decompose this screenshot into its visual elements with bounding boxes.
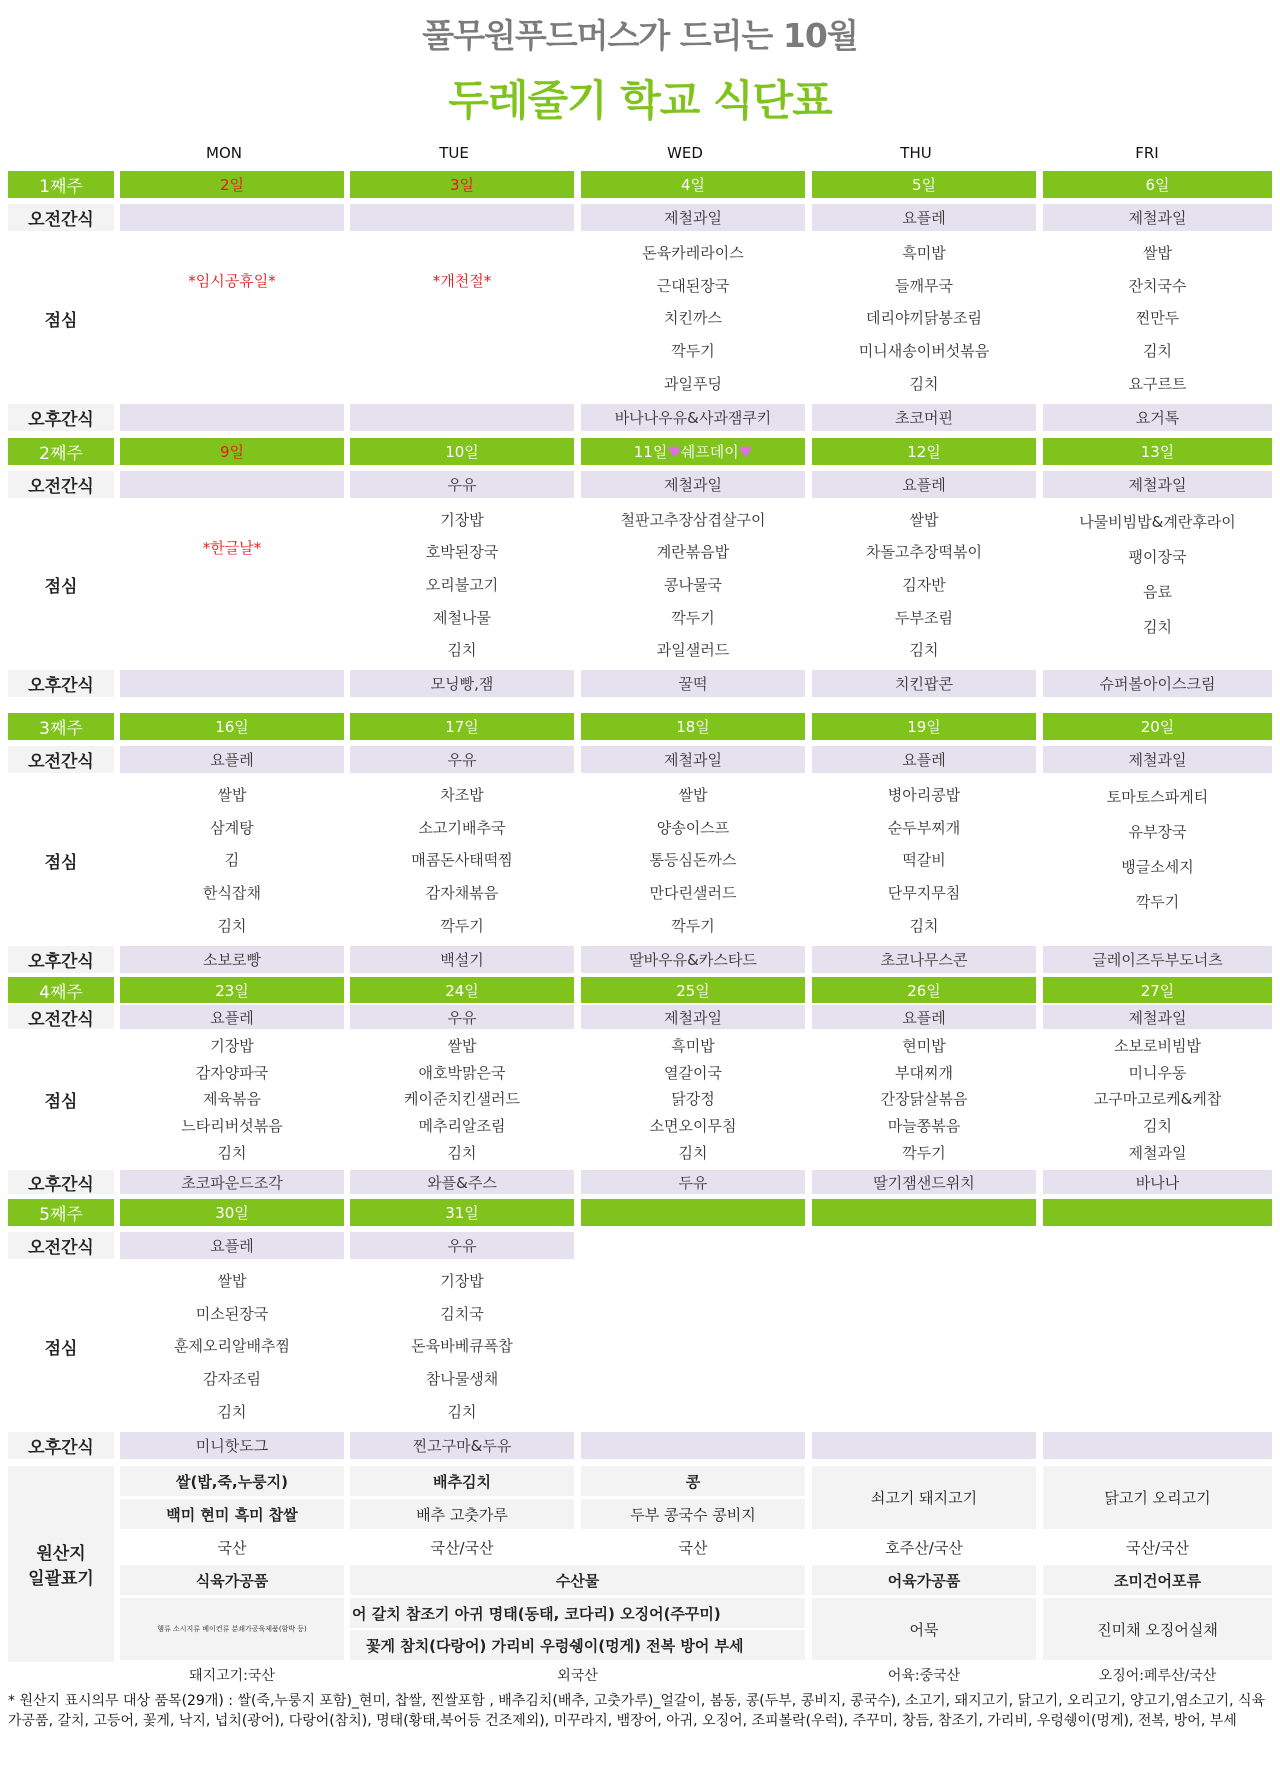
menu-item: 김치: [909, 375, 939, 394]
snack-cell: 바나나: [1043, 1170, 1272, 1194]
week-2-lunch-row: [8, 503, 1272, 666]
week-4-header-row: [8, 977, 1272, 1003]
origin-processed-meat-items: 햄류 소시지류 베이컨류 분쇄가공육제품(함박 등): [120, 1598, 344, 1660]
week-5-lunch-row: [8, 1264, 1272, 1428]
lunch-cell: [120, 1032, 344, 1166]
origin-rice-types: 백미 현미 흑미 찹쌀: [120, 1499, 344, 1529]
heart-icon: ♥: [738, 442, 753, 461]
snack-cell: 제철과일: [1043, 746, 1272, 773]
lunch-label: 점심: [44, 852, 78, 873]
menu-item: 통등심돈까스: [649, 851, 737, 870]
lunch-cell: [350, 778, 574, 942]
menu-item: 소고기배추국: [418, 818, 506, 837]
week-5-afternoon-snack-row: [8, 1432, 1272, 1459]
menu-item: 애호박맑은국: [418, 1063, 506, 1082]
lunch-cell: [120, 1264, 344, 1428]
week-3-lunch-row: [8, 778, 1272, 942]
origin-label-line: 일괄표기: [28, 1569, 94, 1589]
snack-cell: 요거톡: [1043, 404, 1272, 431]
snack-cell: 제철과일: [581, 746, 805, 773]
menu-item: 미니우동: [1128, 1063, 1187, 1082]
snack-cell: 치킨팝콘: [812, 670, 1036, 697]
menu-item: 소보로비빔밥: [1114, 1036, 1201, 1055]
lunch-cell: [120, 236, 344, 400]
menu-item: 감자채볶음: [425, 884, 499, 903]
snack-cell: [120, 404, 344, 431]
snack-cell: 모닝빵,잼: [350, 670, 574, 697]
snack-cell: 초코머핀: [812, 404, 1036, 431]
date-cell: [581, 438, 805, 465]
lunch-cell: [1043, 778, 1272, 942]
snack-cell: 바나나우유&사과잼쿠키: [581, 404, 805, 431]
week-2-afternoon-snack-row: [8, 670, 1272, 697]
menu-item: 철판고추장삼겹살구이: [620, 510, 766, 529]
menu-item: 김치: [447, 1403, 477, 1422]
snack-cell: [350, 404, 574, 431]
snack-cell: 미니핫도그: [120, 1432, 344, 1459]
holiday-label: *개천절*: [432, 272, 492, 290]
snack-cell: 요플레: [120, 1232, 344, 1259]
day-fri: FRI: [1135, 144, 1159, 162]
menu-item: 마늘쫑볶음: [887, 1117, 961, 1136]
week-label: 2째주: [8, 438, 114, 465]
menu-item: 김치: [217, 1144, 247, 1163]
morning-snack-label: 오전간식: [8, 471, 114, 498]
snack-cell: 요플레: [812, 471, 1036, 498]
lunch-cell: [581, 503, 805, 666]
week-4-afternoon-snack-row: [8, 1170, 1272, 1194]
origin-seafood-items: 어 갈치 참조기 아귀 명태(동태, 코다리) 오징어(주꾸미): [350, 1598, 805, 1628]
origin-processed-meat: 식육가공품: [120, 1565, 344, 1595]
snack-cell: [120, 204, 344, 231]
menu-item: 깍두기: [1135, 893, 1180, 911]
menu-item: 깍두기: [440, 917, 484, 936]
page-title: 두레줄기 학교 식단표: [448, 76, 832, 125]
date-cell: 16일: [120, 713, 344, 740]
snack-cell: 요플레: [120, 746, 344, 773]
menu-item: 깍두기: [671, 608, 715, 627]
menu-item: 감자양파국: [195, 1063, 269, 1082]
week-3-afternoon-snack-row: [8, 946, 1272, 973]
menu-item: 치킨까스: [664, 309, 722, 328]
snack-cell: 딸기잼샌드위치: [812, 1170, 1036, 1194]
lunch-cell: [350, 236, 574, 400]
menu-item: 호박된장국: [425, 543, 499, 562]
lunch-cell: [581, 236, 805, 400]
menu-item: 부대찌개: [895, 1063, 953, 1082]
menu-item: 깍두기: [671, 917, 715, 936]
afternoon-snack-label: 오후간식: [8, 1432, 114, 1459]
snack-cell: [350, 204, 574, 231]
afternoon-snack-label: 오후간식: [8, 1170, 114, 1194]
menu-item: 유부장국: [1128, 823, 1187, 841]
day-wed: WED: [667, 144, 703, 162]
origin-kimchi-items: 배추 고춧가루: [350, 1499, 574, 1529]
snack-cell: [1043, 1432, 1272, 1459]
lunch-cell: [350, 503, 574, 666]
date-cell: [812, 1199, 1036, 1226]
date-cell: 6일: [1043, 171, 1272, 198]
origin-beef-pork: 쇠고기 돼지고기: [812, 1466, 1036, 1529]
menu-item: 두부조림: [895, 608, 953, 627]
snack-cell: 제철과일: [1043, 1005, 1272, 1029]
date-cell: 5일: [812, 171, 1036, 198]
week-1-lunch-row: [8, 236, 1272, 400]
snack-cell: [581, 1232, 805, 1259]
menu-item: 기장밥: [440, 1271, 484, 1290]
date-cell: 19일: [812, 713, 1036, 740]
lunch-cell: [812, 1032, 1036, 1166]
origin-bean-items: 두부 콩국수 콩비지: [581, 1499, 805, 1529]
menu-item: 단무지무침: [887, 884, 961, 903]
origin-label-line: 원산지: [36, 1544, 86, 1564]
week-5-morning-snack-row: [8, 1232, 1272, 1259]
menu-item: 데리야끼닭봉조림: [866, 309, 982, 328]
week-1-morning-snack-row: [8, 204, 1272, 231]
date-cell: 25일: [581, 977, 805, 1003]
menu-item: 제육볶음: [203, 1090, 261, 1109]
date-cell: 30일: [120, 1199, 344, 1226]
lunch-label: 점심: [44, 577, 78, 597]
lunch-cell: [1043, 503, 1272, 666]
snack-cell: 와플&주스: [350, 1170, 574, 1194]
origin-value: 국산/국산: [1043, 1532, 1272, 1562]
menu-item: 김치: [447, 1144, 477, 1163]
snack-cell: 요플레: [120, 1005, 344, 1029]
menu-item: 깍두기: [671, 342, 715, 361]
menu-item: 계란볶음밥: [656, 543, 730, 562]
snack-cell: [120, 471, 344, 498]
menu-item: 김치: [217, 1403, 247, 1422]
snack-cell: [812, 1232, 1036, 1259]
menu-item: 차조밥: [440, 785, 484, 804]
menu-item: 쌀밥: [909, 510, 939, 529]
menu-item: 쌀밥: [1143, 243, 1172, 262]
menu-item: 흑미밥: [671, 1036, 715, 1055]
day-tue: TUE: [439, 144, 469, 162]
date-cell: 13일: [1043, 438, 1272, 465]
weekday-header: [0, 144, 1280, 168]
morning-snack-label: 오전간식: [8, 1232, 114, 1259]
morning-snack-label: 오전간식: [8, 746, 114, 773]
menu-item: 김치: [1143, 342, 1172, 361]
menu-item: 열갈이국: [664, 1063, 722, 1082]
date-cell: 24일: [350, 977, 574, 1003]
menu-item: 쌀밥: [217, 785, 247, 804]
lunch-cell: [812, 778, 1036, 942]
afternoon-snack-label: 오후간식: [8, 670, 114, 697]
origin-value: 국산: [581, 1532, 805, 1562]
menu-item: 김치: [678, 1144, 708, 1163]
snack-cell: 슈퍼볼아이스크림: [1043, 670, 1272, 697]
week-label: 1째주: [8, 171, 114, 198]
lunch-label: 점심: [44, 1091, 78, 1112]
date-cell: 10일: [350, 438, 574, 465]
origin-rice: 쌀(밥,죽,누룽지): [120, 1466, 344, 1496]
menu-item: 기장밥: [440, 510, 484, 529]
menu-item: 흑미밥: [902, 243, 946, 262]
menu-item: 삼계탕: [210, 818, 254, 837]
menu-item: 훈제오리알배추찜: [174, 1337, 290, 1356]
header-subtitle: 풀무원푸드머스가 드리는 10월: [422, 16, 858, 55]
snack-cell: 우유: [350, 471, 574, 498]
date-cell: 2일: [120, 171, 344, 198]
date-cell: 31일: [350, 1199, 574, 1226]
menu-item: 들깨무국: [895, 276, 953, 295]
menu-item: 과일푸딩: [664, 375, 722, 394]
menu-item: 양송이스프: [656, 818, 730, 837]
lunch-label: 점심: [44, 310, 78, 331]
snack-cell: 두유: [581, 1170, 805, 1194]
menu-item: 제철과일: [1128, 1144, 1187, 1163]
origin-note: * 원산지 표시의무 대상 품목(29개) : 쌀(죽,누룽지 포함)_현미, 찹쌀, 찐쌀포함 , 배추김치(배추, 고춧가루)_얼갈이, 봄동, 콩(두부, 콩비지, 콩국수), 소고기, 돼지고기, 닭고기, 오리고기, 양고기,염소고기, 식육가공품, 갈치, 고등어, 꽃게, 낙지, 넙치(광어), 다랑어(참치), 명태(황태,북어등 건조제외), 미꾸라지, 뱀장어, 아귀, 오징어, 조피볼락(우럭), 주꾸미, 창듬, 참조기, 가리비, 우렁쉥이(멍게), 전복, 방어, 부세: [8, 1693, 1266, 1729]
menu-item: 메추리알조림: [418, 1117, 506, 1136]
lunch-cell: [120, 503, 344, 666]
origin-dried-items: 진미채 오징어실채: [1043, 1598, 1272, 1660]
menu-item: 쌀밥: [678, 785, 708, 804]
chef-day-label: 쉐프데이: [680, 443, 739, 461]
snack-cell: 초코나무스콘: [812, 946, 1036, 973]
origin-footer-cell: 외국산: [557, 1668, 598, 1684]
lunch-cell: [1043, 1032, 1272, 1166]
origin-footer-cell: 어육:중국산: [887, 1668, 961, 1684]
origin-value: 국산: [120, 1532, 344, 1562]
date-cell: [1043, 1199, 1272, 1226]
snack-cell: 제철과일: [581, 1005, 805, 1029]
date-cell: 3일: [350, 171, 574, 198]
menu-item: 김치: [447, 641, 477, 660]
week-3-morning-snack-row: [8, 746, 1272, 773]
date-cell: [581, 1199, 805, 1226]
snack-cell: 우유: [350, 1005, 574, 1029]
origin-table: [8, 1466, 1272, 1662]
lunch-cell: [350, 1264, 574, 1428]
date-cell: 26일: [812, 977, 1036, 1003]
snack-cell: 제철과일: [581, 471, 805, 498]
menu-item: 참나물생채: [425, 1370, 499, 1389]
menu-item: 김치: [217, 917, 247, 936]
menu-item: 제철나물: [433, 608, 491, 627]
menu-item: 미소된장국: [195, 1304, 269, 1323]
snack-cell: 백설기: [350, 946, 574, 973]
menu-item: 고구마고로케&케찹: [1093, 1090, 1222, 1109]
origin-fishcake-processed: 어육가공품: [812, 1565, 1036, 1595]
date-cell: 17일: [350, 713, 574, 740]
menu-item: 느타리버섯볶음: [181, 1117, 283, 1136]
menu-item: 잔치국수: [1128, 276, 1187, 295]
menu-item: 간장닭살볶음: [880, 1090, 968, 1109]
menu-item: 김치: [909, 641, 939, 660]
snack-cell: [1043, 1232, 1272, 1259]
origin-fishcake: 어묵: [812, 1598, 1036, 1660]
holiday-label: *임시공휴일*: [188, 272, 276, 290]
origin-kimchi: 배추김치: [350, 1466, 574, 1496]
menu-item: 쌀밥: [217, 1271, 247, 1290]
menu-item: 한식잡채: [203, 884, 261, 903]
snack-cell: [581, 1432, 805, 1459]
origin-bean: 콩: [581, 1466, 805, 1496]
lunch-cell: [581, 1032, 805, 1166]
week-1-afternoon-snack-row: [8, 404, 1272, 431]
snack-cell: 우유: [350, 746, 574, 773]
snack-cell: 요플레: [812, 746, 1036, 773]
snack-cell: 우유: [350, 1232, 574, 1259]
menu-item: 돈육바베큐폭찹: [411, 1337, 513, 1356]
menu-item: 쌀밥: [447, 1036, 477, 1055]
snack-cell: [120, 670, 344, 697]
date-label: 11일: [633, 443, 668, 461]
origin-footer-cell: 오징어:페루산/국산: [1098, 1668, 1217, 1684]
morning-snack-label: 오전간식: [8, 204, 114, 231]
menu-item: 케이준치킨샐러드: [404, 1090, 520, 1109]
week-label: 5째주: [8, 1199, 114, 1226]
menu-item: 근대된장국: [656, 276, 730, 295]
week-2-morning-snack-row: [8, 471, 1272, 498]
snack-cell: [812, 1432, 1036, 1459]
snack-cell: 제철과일: [1043, 471, 1272, 498]
snack-cell: 제철과일: [581, 204, 805, 231]
week-3-header-row: [8, 713, 1272, 740]
lunch-cell: [120, 778, 344, 942]
holiday-label: *한글날*: [202, 539, 262, 557]
date-cell: 4일: [581, 171, 805, 198]
week-1-header-row: [8, 171, 1272, 198]
menu-item: 차돌고추장떡볶이: [866, 543, 982, 562]
lunch-cell: [350, 1032, 574, 1166]
origin-chicken-duck: 닭고기 오리고기: [1043, 1466, 1272, 1529]
menu-item: 토마토스파게티: [1106, 788, 1209, 806]
menu-item: 순두부찌개: [887, 818, 961, 837]
week-4-lunch-row: [8, 1032, 1272, 1166]
snack-cell: 요플레: [812, 204, 1036, 231]
menu-item: 요구르트: [1128, 375, 1187, 394]
origin-footer-cell: 돼지고기:국산: [189, 1668, 275, 1684]
date-cell: 9일: [120, 438, 344, 465]
menu-item: 오리불고기: [425, 575, 499, 594]
menu-item: 찐만두: [1135, 309, 1180, 328]
menu-item: 음료: [1143, 583, 1172, 601]
menu-item: 김치: [1143, 1117, 1172, 1136]
lunch-cell: [581, 778, 805, 942]
week-4-morning-snack-row: [8, 1005, 1272, 1029]
menu-item: 김치: [909, 917, 939, 936]
afternoon-snack-label: 오후간식: [8, 404, 114, 431]
snack-cell: 글레이즈두부도너츠: [1043, 946, 1272, 973]
menu-item: 소면오이무침: [649, 1117, 737, 1136]
morning-snack-label: 오전간식: [8, 1005, 114, 1029]
date-cell: 12일: [812, 438, 1036, 465]
snack-cell: 꿀떡: [581, 670, 805, 697]
menu-item: 김자반: [902, 575, 946, 594]
lunch-cell: [1043, 236, 1272, 400]
day-thu: THU: [900, 144, 932, 162]
date-cell: 20일: [1043, 713, 1272, 740]
menu-item: 병아리콩밥: [887, 785, 961, 804]
menu-item: 콩나물국: [664, 575, 722, 594]
menu-item: 과일샐러드: [656, 641, 730, 660]
lunch-cell: [812, 503, 1036, 666]
menu-item: 닭강정: [671, 1090, 715, 1109]
menu-item: 기장밥: [210, 1036, 254, 1055]
heart-icon: ♥: [667, 442, 681, 461]
menu-item: 돈육카레라이스: [642, 243, 744, 262]
date-cell: 27일: [1043, 977, 1272, 1003]
origin-dried-seafood: 조미건어포류: [1043, 1565, 1272, 1595]
menu-item: 깍두기: [902, 1144, 946, 1163]
week-2-header-row: [8, 438, 1272, 465]
afternoon-snack-label: 오후간식: [8, 946, 114, 973]
menu-item: 매콤돈사태떡찜: [411, 851, 513, 870]
snack-cell: 소보로빵: [120, 946, 344, 973]
date-cell: 18일: [581, 713, 805, 740]
menu-item: 현미밥: [902, 1036, 946, 1055]
origin-value: 국산/국산: [350, 1532, 574, 1562]
menu-item: 나물비빔밥&계란후라이: [1079, 513, 1236, 531]
menu-item: 김치국: [440, 1304, 484, 1323]
menu-item: 미니새송이버섯볶음: [858, 342, 990, 361]
date-cell: 23일: [120, 977, 344, 1003]
menu-item: 뱅글소세지: [1121, 858, 1194, 876]
menu-item: 감자조림: [203, 1370, 261, 1389]
snack-cell: 딸바우유&카스타드: [581, 946, 805, 973]
origin-value: 호주산/국산: [812, 1532, 1036, 1562]
week-label: 3째주: [8, 713, 114, 740]
menu-item: 떡갈비: [902, 851, 946, 870]
week-label: 4째주: [8, 977, 114, 1003]
snack-cell: 초코파운드조각: [120, 1170, 344, 1194]
menu-item: 팽이장국: [1128, 548, 1187, 566]
lunch-label: 점심: [44, 1338, 78, 1359]
menu-item: 김치: [1143, 618, 1172, 636]
snack-cell: 제철과일: [1043, 204, 1272, 231]
snack-cell: 찐고구마&두유: [350, 1432, 574, 1459]
snack-cell: 요플레: [812, 1005, 1036, 1029]
week-5-header-row: [8, 1199, 1272, 1226]
origin-label: [8, 1466, 114, 1662]
menu-item: 김: [224, 851, 240, 870]
lunch-cell: [812, 236, 1036, 400]
menu-item: 만다린샐러드: [649, 884, 737, 903]
day-mon: MON: [206, 144, 242, 162]
origin-seafood-items-2: 꽃게 참치(다랑어) 가리비 우렁쉥이(멍게) 전복 방어 부세: [350, 1630, 805, 1660]
origin-seafood: 수산물: [350, 1565, 805, 1595]
